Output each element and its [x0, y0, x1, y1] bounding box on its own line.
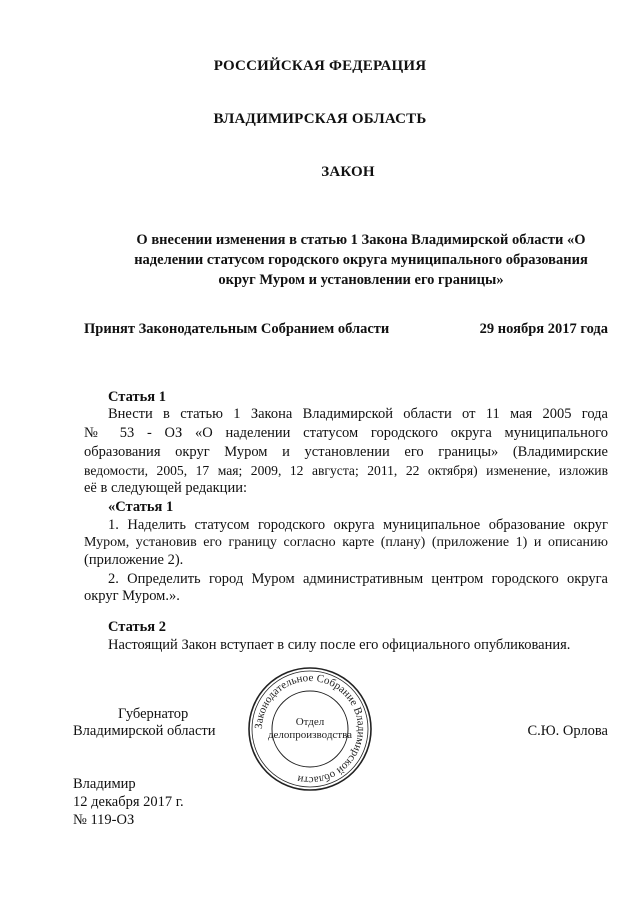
header-region: ВЛАДИМИРСКАЯ ОБЛАСТЬ	[213, 111, 427, 127]
item-1-line-1: 1. Наделить статусом городского округа муниципальное образование округ	[108, 517, 608, 533]
article-2-title: Статья 2	[108, 619, 166, 635]
adopted-by: Принят Законодательным Собранием области	[84, 321, 390, 337]
article-1-line-3: образования округ Муром и установлении его границы» (Владимирские	[84, 444, 608, 460]
article-1-line-1: Внести в статью 1 Закона Владимирской области от 11 мая 2005 года	[108, 406, 608, 422]
item-1-line-3: (приложение 2).	[84, 552, 184, 568]
adoption-date: 29 ноября 2017 года	[479, 321, 608, 337]
stamp-seal	[246, 665, 374, 793]
article-1-title: Статья 1	[108, 389, 166, 405]
subject-line-1: О внесении изменения в статью 1 Закона Владимирской области «О	[136, 232, 586, 248]
article-1-line-4: ведомости, 2005, 17 мая; 2009, 12 августа; 2011, 22 октября) изменение, изложив	[84, 463, 608, 478]
item-2-line-2: округ Муром.».	[84, 588, 180, 604]
header-country: РОССИЙСКАЯ ФЕДЕРАЦИЯ	[213, 58, 427, 74]
signatory-name: С.Ю. Орлова	[527, 723, 608, 739]
law-subject	[118, 230, 604, 290]
article-1-line-5: её в следующей редакции:	[84, 480, 247, 496]
subject-line-2: наделении статусом городского округа муниципального образования	[134, 252, 588, 268]
signatory-position-line-1: Губернатор	[118, 706, 189, 722]
seal-icon	[246, 665, 374, 793]
article-2-text: Настоящий Закон вступает в силу после его официального опубликования.	[108, 637, 571, 653]
subject-line-3: округ Муром и установлении его границы»	[218, 272, 504, 288]
footer-number: № 119-ОЗ	[73, 812, 135, 828]
item-2-line-1: 2. Определить город Муром административным центром городского округа	[108, 571, 608, 587]
article-1-line-2: № 53 - ОЗ «О наделении статусом городского округа муниципального	[84, 425, 608, 441]
footer-city: Владимир	[73, 776, 136, 792]
seal-ring-text: Законодательное Собрание Владимирской области	[252, 671, 368, 787]
seal-center-line-1: Отдел	[295, 716, 325, 728]
signatory-position-line-2: Владимирской области	[73, 723, 216, 739]
quoted-article-title: «Статья 1	[108, 499, 174, 515]
document-type: ЗАКОН	[321, 164, 375, 180]
item-1-line-2: Муром, установив его границу согласно карте (плану) (приложение 1) и описанию	[84, 535, 608, 550]
seal-center-line-2: делопроизводства	[267, 729, 353, 741]
footer-date: 12 декабря 2017 г.	[73, 794, 184, 810]
